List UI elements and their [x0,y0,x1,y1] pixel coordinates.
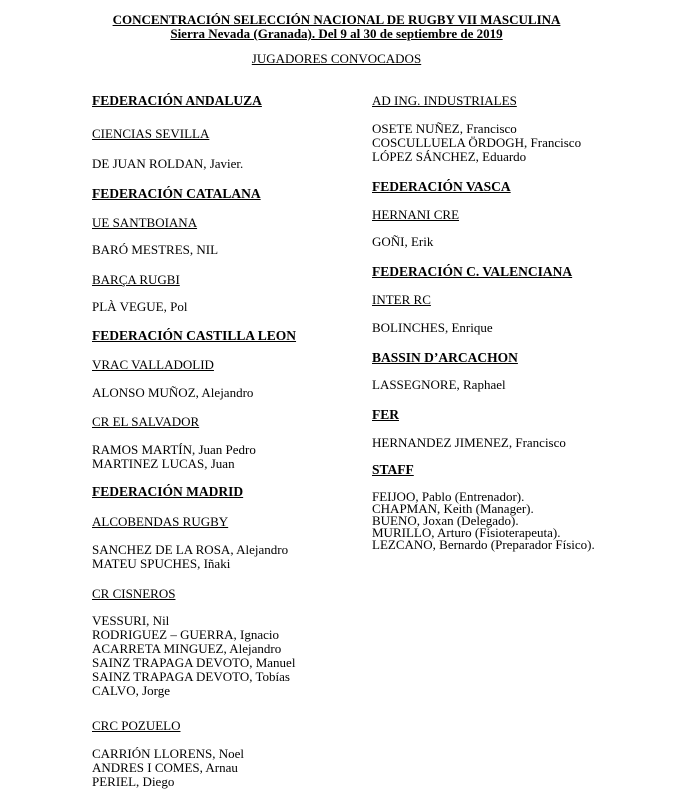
document-title: CONCENTRACIÓN SELECCIÓN NACIONAL DE RUGBY VII MASCULINA [112,12,561,27]
player: LASSEGNORE, Raphael [372,377,506,392]
staff-member: LEZCANO, Bernardo (Preparador Físico). [372,537,595,552]
players-cr-el-salvador [92,443,256,471]
staff-heading: STAFF [372,462,414,477]
players-alcobendas-rugby [92,543,288,571]
player: SAINZ TRAPAGA DEVOTO, Tobías [92,669,290,684]
federation-catalana: FEDERACIÓN CATALANA [92,186,261,201]
player: COSCULLUELA ÖRDOGH, Francisco [372,135,582,150]
staff-member: MURILLO, Arturo (Fisioterapeuta). [372,525,561,540]
player: SANCHEZ DE LA ROSA, Alejandro [92,542,289,557]
player: MATEU SPUCHES, Iñaki [92,556,231,571]
staff-member: CHAPMAN, Keith (Manager). [372,501,534,516]
federation-c-valenciana: FEDERACIÓN C. VALENCIANA [372,264,573,279]
player: GOÑI, Erik [372,234,434,249]
club-inter-rc: INTER RC [372,292,431,307]
players-fer [372,436,566,450]
federation-vasca: FEDERACIÓN VASCA [372,179,511,194]
players-vrac-valladolid [92,386,253,400]
federation-castilla-leon: FEDERACIÓN CASTILLA LEON [92,328,297,343]
players-hernani-cre [372,235,433,249]
player: SAINZ TRAPAGA DEVOTO, Manuel [92,655,296,670]
player: DE JUAN ROLDAN, Javier. [92,156,244,171]
player: ACARRETA MINGUEZ, Alejandro [92,641,282,656]
players-ciencias-sevilla [92,157,243,171]
player: LÓPEZ SÁNCHEZ, Eduardo [372,149,527,164]
player: ALONSO MUÑOZ, Alejandro [92,385,254,400]
staff-member: FEIJOO, Pablo (Entrenador). [372,489,525,504]
federation-bassin-arcachon: BASSIN D’ARCACHON [372,350,518,365]
players-inter-rc [372,321,493,335]
player: HERNANDEZ JIMENEZ, Francisco [372,435,566,450]
player: OSETE NUÑEZ, Francisco [372,121,517,136]
player: RODRIGUEZ – GUERRA, Ignacio [92,627,280,642]
club-ue-santboiana: UE SANTBOIANA [92,215,198,230]
players-crc-pozuelo [92,747,244,789]
player: MARTINEZ LUCAS, Juan [92,456,235,471]
players-bassin-arcachon [372,378,506,392]
club-ciencias-sevilla: CIENCIAS SEVILLA [92,126,210,141]
player: CALVO, Jorge [92,683,171,698]
player: ANDRES I COMES, Arnau [92,760,238,775]
section-heading: JUGADORES CONVOCADOS [251,51,422,66]
players-cr-cisneros [92,614,295,698]
players-ue-santboiana [92,243,218,257]
club-alcobendas-rugby: ALCOBENDAS RUGBY [92,514,229,529]
player: BOLINCHES, Enrique [372,320,493,335]
player: BARÓ MESTRES, NIL [92,242,219,257]
club-vrac-valladolid: VRAC VALLADOLID [92,357,214,372]
club-ad-ing-industriales: AD ING. INDUSTRIALES [372,93,517,108]
player: PLÀ VEGUE, Pol [92,299,188,314]
federation-andaluza: FEDERACIÓN ANDALUZA [92,93,262,108]
player: RAMOS MARTÍN, Juan Pedro [92,442,256,457]
federation-madrid: FEDERACIÓN MADRID [92,484,244,499]
staff-list [372,491,595,551]
player: PERIEL, Diego [92,774,175,789]
club-cr-cisneros: CR CISNEROS [92,586,176,601]
players-ad-ing-industriales [372,122,581,164]
club-hernani-cre: HERNANI CRE [372,207,460,222]
player: CARRIÓN LLORENS, Noel [92,746,245,761]
federation-fer: FER [372,407,399,422]
staff-member: BUENO, Joxan (Delegado). [372,513,519,528]
players-barca-rugbi [92,300,187,314]
club-barca-rugbi: BARÇA RUGBI [92,272,180,287]
document-subtitle: Sierra Nevada (Granada). Del 9 al 30 de septiembre de 2019 [170,26,503,41]
club-cr-el-salvador: CR EL SALVADOR [92,414,200,429]
player: VESSURI, Nil [92,613,170,628]
club-crc-pozuelo: CRC POZUELO [92,718,181,733]
